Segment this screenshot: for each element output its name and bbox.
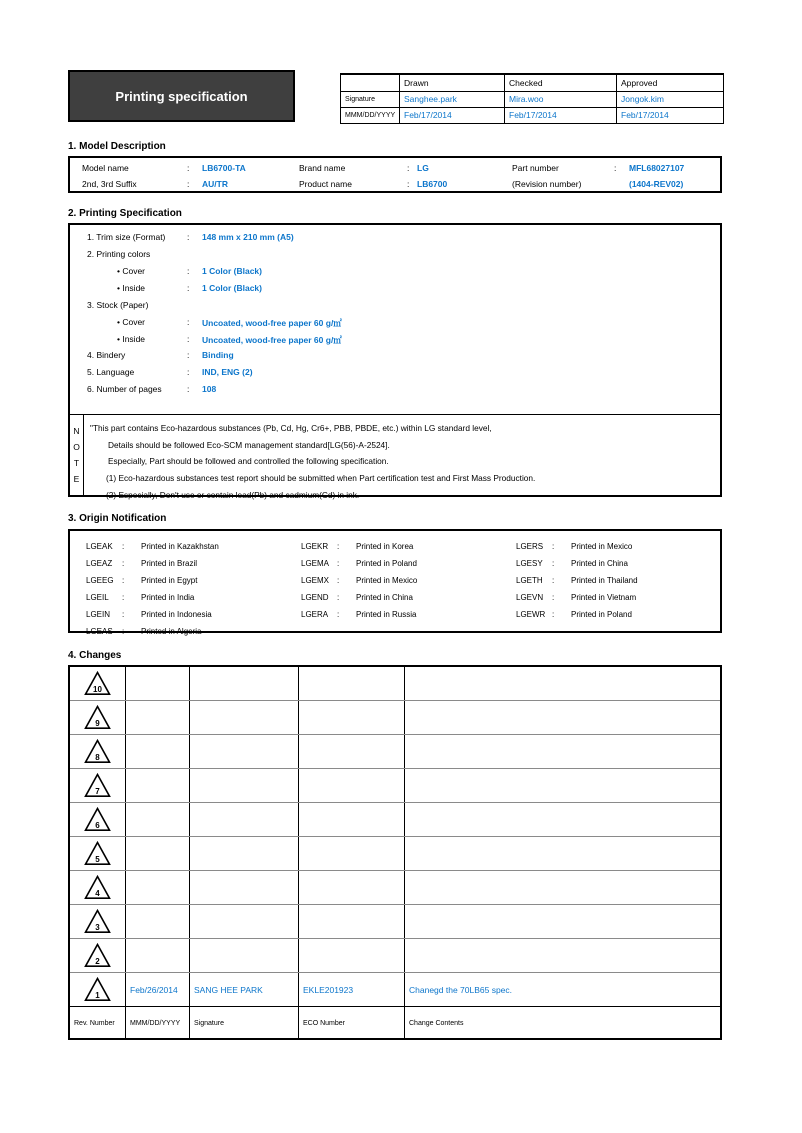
colon: :: [337, 593, 340, 602]
origin-text: Printed in Korea: [356, 542, 414, 551]
colon: :: [122, 559, 125, 568]
origin-text: Printed in Mexico: [356, 576, 418, 585]
changes-row-rev4: [70, 871, 720, 905]
origin-text: Printed in Russia: [356, 610, 417, 619]
revision-triangle-icon: [84, 705, 111, 730]
spec-value: 148 mm x 210 mm (A5): [202, 232, 294, 242]
model-description-table: [68, 156, 722, 193]
contents-cell: [405, 871, 720, 904]
note-line: (1) Eco-hazardous substances test report should be submitted when Part certification test and First Mass Production.: [106, 473, 536, 483]
spec-value: 1 Color (Black): [202, 266, 262, 276]
changes-table: [68, 665, 722, 1040]
rev-triangle-cell: [70, 769, 126, 802]
product-name-label: Product name: [299, 179, 352, 189]
origin-text: Printed in Indonesia: [141, 610, 212, 619]
document-title: Printing specification: [115, 88, 248, 104]
contents-cell: [405, 939, 720, 972]
changes-row-rev7: [70, 769, 720, 803]
contents-cell: [405, 701, 720, 734]
signature-cell: [190, 973, 299, 1006]
rev-triangle-cell: [70, 905, 126, 938]
revision-triangle-icon: [84, 977, 111, 1002]
colon: :: [122, 593, 125, 602]
colon: :: [187, 163, 190, 173]
drawn-date: Feb/17/2014: [400, 107, 505, 123]
approval-corner-cell: [341, 74, 400, 91]
colon: :: [337, 542, 340, 551]
revision-triangle-icon: [84, 739, 111, 764]
origin-code: LGEND: [301, 593, 329, 602]
footer-date-label: MMM/DD/YYYY: [130, 1020, 181, 1027]
origin-entry: [301, 572, 417, 589]
note-letter: O: [73, 442, 80, 452]
origin-code: LGEIL: [86, 593, 109, 602]
approval-col-approved: Approved: [617, 74, 724, 91]
origin-code: LGESY: [516, 559, 543, 568]
origin-text: Printed in Algeria: [141, 627, 202, 636]
origin-entry: [301, 606, 417, 623]
note-vertical-label: [70, 415, 84, 495]
colon: :: [337, 576, 340, 585]
spec-line-bindery: [70, 350, 720, 364]
spec-label: • Inside: [117, 334, 146, 344]
colon: :: [614, 163, 617, 173]
origin-text: Printed in Egypt: [141, 576, 198, 585]
changes-row-rev8: [70, 735, 720, 769]
signature-cell: [190, 769, 299, 802]
origin-entry: [86, 623, 219, 640]
changes-footer-row: [70, 1007, 720, 1040]
spec-line-trim-size: [70, 232, 720, 246]
revision-number-label: (Revision number): [512, 179, 582, 189]
origin-code: LGEIN: [86, 610, 111, 619]
colon: :: [187, 317, 190, 327]
note-letter: T: [73, 458, 80, 468]
origin-entry: [86, 538, 219, 555]
model-description-heading: 1. Model Description: [68, 141, 166, 152]
origin-text: Printed in China: [356, 593, 413, 602]
eco-cell: [299, 803, 405, 836]
origin-code: LGEEG: [86, 576, 114, 585]
signature-cell: [190, 803, 299, 836]
date-cell: [126, 905, 190, 938]
date-cell: [126, 735, 190, 768]
signature-cell: [190, 735, 299, 768]
spec-value: IND, ENG (2): [202, 367, 253, 377]
origin-code: LGEAS: [86, 627, 113, 636]
rev-triangle-cell: [70, 837, 126, 870]
footer-contents-label: Change Contents: [409, 1020, 464, 1027]
printing-spec-heading: 2. Printing Specification: [68, 208, 182, 219]
date-row-label: MMM/DD/YYYY: [341, 107, 400, 123]
colon: :: [122, 542, 125, 551]
changes-heading: 4. Changes: [68, 650, 122, 661]
colon: :: [187, 232, 190, 242]
spec-label: • Cover: [117, 266, 146, 276]
spec-label: 3. Stock (Paper): [87, 300, 149, 310]
approval-col-drawn: Drawn: [400, 74, 505, 91]
colon: :: [552, 559, 555, 568]
origin-code: LGEAK: [86, 542, 113, 551]
origin-code: LGERS: [516, 542, 544, 551]
revision-triangle-icon: [84, 909, 111, 934]
model-name-label: Model name: [82, 163, 129, 173]
colon: :: [187, 266, 190, 276]
contents-cell: [405, 803, 720, 836]
origin-text: Printed in Vietnam: [571, 593, 637, 602]
colon: :: [187, 283, 190, 293]
svg-text:6: 6: [95, 821, 100, 830]
changes-row-rev2: [70, 939, 720, 973]
checked-date: Feb/17/2014: [505, 107, 617, 123]
footer-contents-label-cell: [405, 1007, 720, 1040]
note-line: "This part contains Eco-hazardous substances (Pb, Cd, Hg, Cr6+, PBB, PBDE, etc.) within LG standard level,: [90, 423, 492, 433]
colon: :: [187, 350, 190, 360]
colon: :: [187, 179, 190, 189]
origin-entry: [301, 589, 417, 606]
origin-entry: [516, 555, 638, 572]
spec-label: 1. Trim size (Format): [87, 232, 166, 242]
eco-cell: [299, 837, 405, 870]
origin-text: Printed in Thailand: [571, 576, 638, 585]
colon: :: [337, 610, 340, 619]
footer-rev-label-cell: [70, 1007, 126, 1040]
colon: :: [337, 559, 340, 568]
eco-cell: [299, 905, 405, 938]
origin-code: LGEAZ: [86, 559, 113, 568]
brand-name-label: Brand name: [299, 163, 346, 173]
spec-line-language: [70, 367, 720, 381]
model-row-1: [70, 163, 720, 177]
spec-value: Binding: [202, 350, 234, 360]
spec-line-printing-colors: [70, 249, 720, 263]
spec-label: 5. Language: [87, 367, 135, 377]
date-cell: [126, 803, 190, 836]
svg-text:10: 10: [93, 685, 102, 694]
colon: :: [187, 367, 190, 377]
colon: :: [407, 179, 410, 189]
note-letter: E: [73, 474, 80, 484]
change-contents: Chanegd the 70LB65 spec.: [409, 984, 513, 995]
origin-notification-heading: 3. Origin Notification: [68, 513, 167, 524]
origin-code: LGEMX: [301, 576, 330, 585]
svg-text:7: 7: [95, 787, 100, 796]
eco-cell: [299, 701, 405, 734]
colon: :: [187, 334, 190, 344]
printing-spec-box: [68, 223, 722, 500]
signature-cell: [190, 905, 299, 938]
origin-notification-box: [68, 529, 722, 636]
suffix-label: 2nd, 3rd Suffix: [82, 179, 137, 189]
product-name-value: LB6700: [417, 179, 448, 189]
note-letter: N: [73, 426, 80, 436]
signature-cell: [190, 837, 299, 870]
svg-text:5: 5: [95, 855, 100, 864]
spec-value: 108: [202, 384, 217, 394]
footer-eco-label-cell: [299, 1007, 405, 1040]
date-cell: [126, 701, 190, 734]
spec-line-stock-inside: [70, 334, 720, 348]
changes-row-rev10: [70, 667, 720, 701]
rev-triangle-cell: [70, 735, 126, 768]
spec-line-pages: [70, 384, 720, 398]
contents-cell: [405, 667, 720, 700]
svg-text:3: 3: [95, 923, 100, 932]
change-eco-number: EKLE201923: [303, 984, 354, 995]
revision-triangle-icon: [84, 841, 111, 866]
spec-label: 2. Printing colors: [87, 249, 151, 259]
svg-text:2: 2: [95, 957, 100, 966]
eco-cell: [299, 735, 405, 768]
date-cell: [126, 667, 190, 700]
origin-text: Printed in China: [571, 559, 628, 568]
title-banner: [68, 70, 295, 122]
part-number-label: Part number: [512, 163, 559, 173]
rev-triangle-cell: [70, 939, 126, 972]
colon: :: [122, 576, 125, 585]
svg-text:1: 1: [95, 991, 100, 1000]
footer-rev-label: Rev. Number: [74, 1020, 115, 1027]
revision-triangle-icon: [84, 807, 111, 832]
note-section: [70, 414, 720, 500]
approved-signature: Jongok.kim: [617, 91, 724, 107]
revision-triangle-icon: [84, 671, 111, 696]
contents-cell: [405, 769, 720, 802]
spec-label: • Inside: [117, 283, 146, 293]
eco-cell: [299, 939, 405, 972]
signature-cell: [190, 667, 299, 700]
colon: :: [552, 610, 555, 619]
origin-entry: [86, 555, 219, 572]
origin-entry: [516, 606, 638, 623]
origin-text: Printed in India: [141, 593, 195, 602]
contents-cell: [405, 735, 720, 768]
rev-triangle-cell: [70, 701, 126, 734]
origin-text: Printed in Brazil: [141, 559, 198, 568]
rev-triangle-cell: [70, 803, 126, 836]
colon: :: [552, 576, 555, 585]
signature-cell: [190, 701, 299, 734]
spec-value: 1 Color (Black): [202, 283, 262, 293]
date-cell: [126, 837, 190, 870]
date-cell: [126, 769, 190, 802]
spec-label: 6. Number of pages: [87, 384, 162, 394]
spec-line-colors-cover: [70, 266, 720, 280]
origin-text: Printed in Kazakhstan: [141, 542, 219, 551]
changes-row-rev9: [70, 701, 720, 735]
origin-entry: [86, 606, 219, 623]
date-cell: [126, 871, 190, 904]
spec-line-stock: [70, 300, 720, 314]
rev-triangle-cell: [70, 667, 126, 700]
changes-row-rev6: [70, 803, 720, 837]
spec-label: • Cover: [117, 317, 146, 327]
origin-code: LGETH: [516, 576, 543, 585]
eco-cell: [299, 769, 405, 802]
eco-cell: [299, 973, 405, 1006]
footer-signature-label: Signature: [194, 1020, 224, 1027]
change-signature: SANG HEE PARK: [194, 984, 263, 995]
origin-text: Printed in Poland: [571, 610, 632, 619]
origin-column-1: [86, 538, 219, 640]
eco-cell: [299, 667, 405, 700]
approval-col-checked: Checked: [505, 74, 617, 91]
eco-cell: [299, 871, 405, 904]
checked-signature: Mira.woo: [505, 91, 617, 107]
spec-value: Uncoated, wood-free paper 60 g/㎡: [202, 318, 342, 328]
origin-code: LGEMA: [301, 559, 330, 568]
footer-signature-label-cell: [190, 1007, 299, 1040]
model-name-value: LB6700-TA: [202, 163, 246, 173]
colon: :: [552, 593, 555, 602]
origin-code: LGEVN: [516, 593, 544, 602]
origin-entry: [516, 572, 638, 589]
contents-cell: [405, 837, 720, 870]
signature-row-label: Signature: [341, 91, 400, 107]
colon: :: [122, 610, 125, 619]
approval-signature-row: [341, 91, 724, 107]
brand-name-value: LG: [417, 163, 429, 173]
colon: :: [407, 163, 410, 173]
approved-date: Feb/17/2014: [617, 107, 724, 123]
origin-code: LGEWR: [516, 610, 546, 619]
note-line: Especially, Part should be followed and controlled the following specification.: [108, 456, 389, 466]
svg-text:4: 4: [95, 889, 100, 898]
origin-column-3: [516, 538, 638, 623]
changes-row-rev1: [70, 973, 720, 1007]
origin-code: LGERA: [301, 610, 329, 619]
changes-row-rev5: [70, 837, 720, 871]
note-line: Details should be followed Eco-SCM management standard[LG(56)-A-2524].: [108, 440, 390, 450]
svg-text:8: 8: [95, 753, 100, 762]
part-number-value: MFL68027107: [629, 163, 685, 173]
origin-code: LGEKR: [301, 542, 329, 551]
date-cell: [126, 973, 190, 1006]
spec-label: 4. Bindery: [87, 350, 126, 360]
revision-triangle-icon: [84, 773, 111, 798]
approval-date-row: [341, 107, 724, 123]
signature-cell: [190, 871, 299, 904]
footer-date-label-cell: [126, 1007, 190, 1040]
change-date: Feb/26/2014: [130, 984, 178, 995]
suffix-value: AU/TR: [202, 179, 228, 189]
revision-triangle-icon: [84, 943, 111, 968]
origin-entry: [516, 589, 638, 606]
colon: :: [552, 542, 555, 551]
rev-triangle-cell: [70, 871, 126, 904]
revision-number-value: (1404-REV02): [629, 179, 684, 189]
svg-text:9: 9: [95, 719, 100, 728]
colon: :: [122, 627, 125, 636]
colon: :: [187, 384, 190, 394]
origin-entry: [301, 538, 417, 555]
changes-row-rev3: [70, 905, 720, 939]
footer-eco-label: ECO Number: [303, 1020, 346, 1027]
origin-entry: [516, 538, 638, 555]
contents-cell: [405, 905, 720, 938]
note-text-block: [84, 415, 720, 500]
revision-triangle-icon: [84, 875, 111, 900]
model-row-2: [70, 179, 720, 193]
spec-value: Uncoated, wood-free paper 60 g/㎡: [202, 335, 342, 345]
drawn-signature: Sanghee.park: [400, 91, 505, 107]
contents-cell: [405, 973, 720, 1006]
rev-triangle-cell: [70, 973, 126, 1006]
origin-entry: [86, 572, 219, 589]
origin-text: Printed in Mexico: [571, 542, 633, 551]
approval-table: [340, 73, 724, 124]
note-line: (2) Especially, Don't use or contain lead(Pb) and cadmium(Cd) in ink.: [106, 490, 360, 500]
spec-line-stock-cover: [70, 317, 720, 331]
spec-line-colors-inside: [70, 283, 720, 297]
origin-text: Printed in Poland: [356, 559, 417, 568]
date-cell: [126, 939, 190, 972]
origin-entry: [301, 555, 417, 572]
origin-entry: [86, 589, 219, 606]
signature-cell: [190, 939, 299, 972]
origin-column-2: [301, 538, 417, 623]
approval-header-row: [341, 74, 724, 91]
